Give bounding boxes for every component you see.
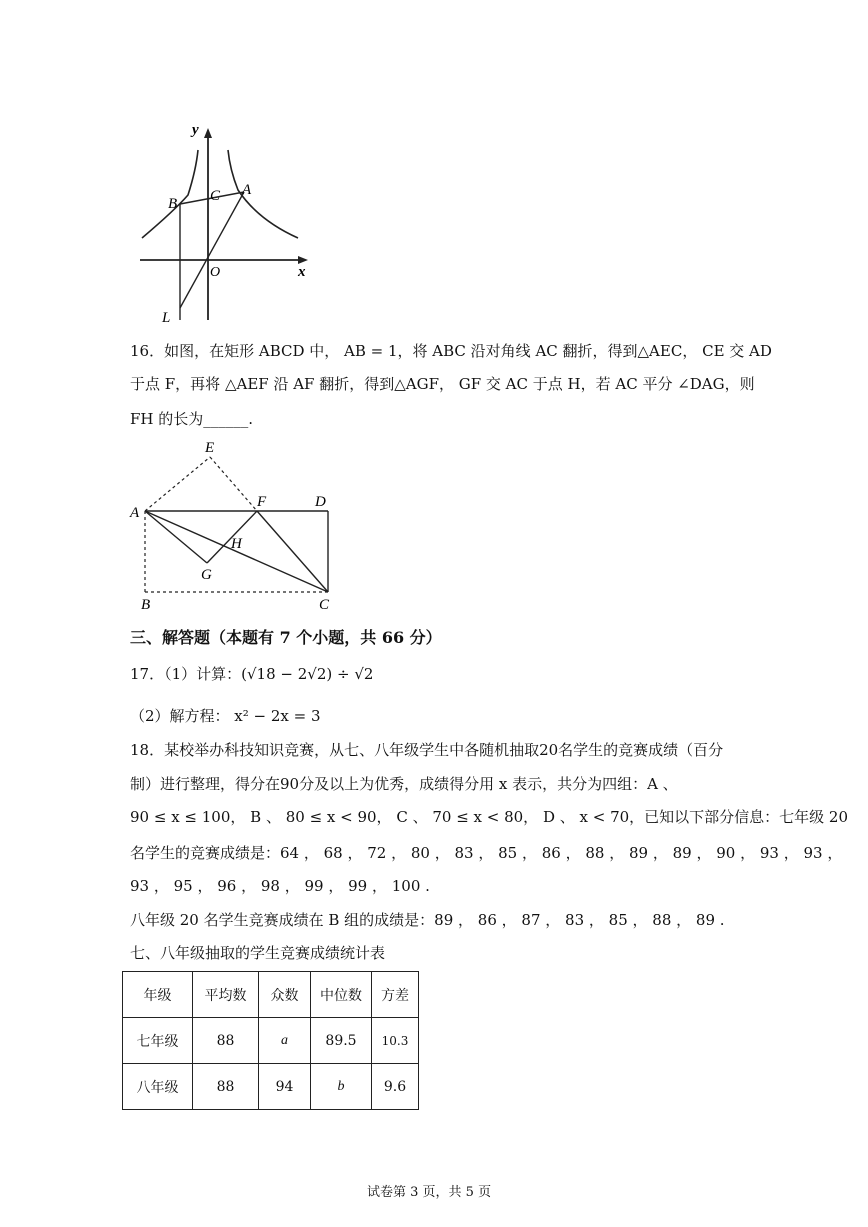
figure-q16-rectangle (125, 435, 345, 615)
label-l: L (162, 310, 171, 326)
q17-part2: （2）解方程： x² − 2x = 3 (130, 707, 321, 725)
line-l (180, 192, 244, 308)
table-cell: 88 (193, 1064, 259, 1110)
table-cell: b (311, 1064, 372, 1110)
label-b: B (168, 196, 178, 212)
table-cell: 88 (193, 1018, 259, 1064)
table-row (123, 1064, 419, 1110)
q17-part1: 17．（1）计算：(√18 − 2√2) ÷ √2 (130, 665, 374, 683)
table-title: 七、八年级抽取的学生竞赛成绩统计表 (130, 944, 386, 962)
q18-line5: 93 ， 95 ， 96 ， 98 ， 99 ， 99 ， 100 . (130, 877, 430, 895)
label-e: E (205, 440, 215, 456)
q18-line2: 制）进行整理，得分在90分及以上为优秀，成绩得分用 x 表示，共分为四组：A 、 (130, 775, 678, 793)
header-cell: 众数 (259, 972, 311, 1018)
segment-ef-dashed (210, 457, 257, 511)
segment-fc (257, 511, 328, 592)
q16-line2: 于点 F，再将 △AEF 沿 AF 翻折，得到△AGF， GF 交 AC 于点 H，若 AC 平分 ∠DAG，则 (130, 375, 755, 393)
table-row (123, 1018, 419, 1064)
header-cell: 年级 (123, 972, 193, 1018)
table-cell: 89.5 (311, 1018, 372, 1064)
section-heading: 三、解答题（本题有 7 个小题，共 66 分） (130, 628, 442, 647)
q18-line1: 18．某校举办科技知识竞赛，从七、八年级学生中各随机抽取20名学生的竞赛成绩（百分 (130, 741, 724, 759)
hyperbola-left-branch (142, 150, 198, 238)
label-x: x (298, 264, 306, 280)
x-axis-arrow (298, 256, 308, 264)
header-cell: 方差 (372, 972, 419, 1018)
q16-line3: FH 的长为______. (130, 410, 254, 428)
label-c: C (319, 597, 330, 613)
q18-line6: 八年级 20 名学生竞赛成绩在 B 组的成绩是：89 ， 86 ， 87 ， 83 ， 85 ， 88 ， 89 . (130, 911, 725, 929)
segment-ae-dashed (145, 457, 210, 511)
table-cell: 八年级 (123, 1064, 193, 1110)
table-header-row (123, 972, 419, 1018)
hyperbola-right-branch (228, 150, 298, 238)
table-cell: 9.6 (372, 1064, 419, 1110)
segment-ag (145, 511, 207, 563)
label-g: G (201, 567, 212, 583)
header-cell: 中位数 (311, 972, 372, 1018)
page-footer: 试卷第 3 页，共 5 页 (367, 1185, 492, 1200)
figure-q15-graph (130, 110, 330, 330)
label-b: B (141, 597, 151, 613)
q18-line3: 90 ≤ x ≤ 100， B 、 80 ≤ x < 90， C 、 70 ≤ x < 80， D 、 x < 70，已知以下部分信息：七年级 20 (130, 808, 849, 826)
label-y: y (192, 122, 199, 138)
label-h: H (231, 536, 242, 552)
label-d: D (315, 494, 326, 510)
header-cell: 平均数 (193, 972, 259, 1018)
q16-line1: 16．如图，在矩形 ABCD 中， AB = 1，将 ABC 沿对角线 AC 翻折，得到△AEC， CE 交 AD (130, 342, 772, 360)
table-cell: 七年级 (123, 1018, 193, 1064)
label-f: F (257, 494, 267, 510)
q18-line4: 名学生的竞赛成绩是：64 ， 68 ， 72 ， 80 ， 83 ， 85 ， 86 ， 88 ， 89 ， 89 ， 90 ， 93 ， 93 ， (130, 844, 843, 862)
label-a: A (130, 505, 140, 521)
table-cell: a (259, 1018, 311, 1064)
stats-table (122, 971, 419, 1110)
label-c: C (210, 188, 221, 204)
label-o: O (210, 265, 221, 280)
label-a: A (242, 182, 252, 198)
table-cell: 94 (259, 1064, 311, 1110)
table-cell: 10.3 (372, 1018, 419, 1064)
y-axis-arrow (204, 128, 212, 138)
